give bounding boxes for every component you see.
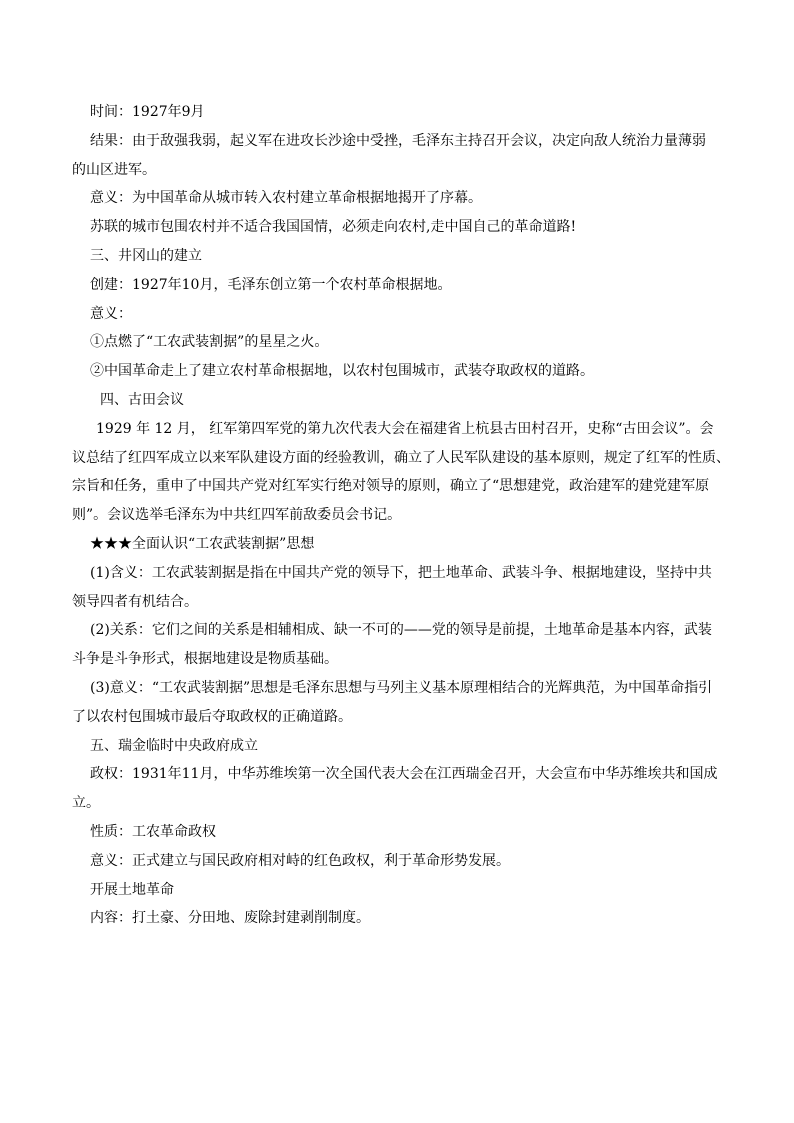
text-line: 1929 年 12 月， 红军第四军党的第九次代表大会在福建省上杭县古田村召开，史称“古田会议”。会 (96, 420, 714, 437)
text-line: 时间：1927年9月 (90, 104, 205, 120)
text-line: 宗旨和任务，重申了中国共产党对红军实行绝对领导的原则，确立了“思想建党，政治建军的建党建军原 (72, 478, 710, 495)
text-line: 斗争是斗争形式，根据地建设是物质基础。 (72, 651, 338, 668)
section-heading: 三、井冈山的建立 (90, 247, 202, 264)
text-line: 创建：1927年10月，毛泽东创立第一个农村革命根据地。 (90, 276, 452, 293)
text-line: 意义：正式建立与国民政府相对峙的红色政权，利于革命形势发展。 (90, 852, 510, 869)
text-line: (3)意义：“工农武装割据”思想是毛泽东思想与马列主义基本原理相结合的光辉典范，为中国革命指引 (90, 679, 713, 696)
text-line: 意义：为中国革命从城市转入农村建立革命根据地揭开了序幕。 (90, 190, 482, 207)
section-heading: 五、瑞金临时中央政府成立 (90, 737, 258, 754)
text-line: (1)含义：工农武装割据是指在中国共产党的领导下，把土地革命、武装斗争、根据地建设，坚持中共 (90, 564, 712, 581)
text-line: 苏联的城市包围农村并不适合我国国情，必须走向农村,走中国自己的革命道路! (90, 219, 577, 236)
text-line: 内容：打土豪、分田地、废除封建剥削制度。 (90, 910, 370, 927)
text-line: 结果：由于敌强我弱，起义军在进攻长沙途中受挫，毛泽东主持召开会议，决定向敌人统治力量薄弱 (90, 132, 706, 149)
section-heading: 四、古田会议 (100, 391, 184, 408)
text-line: 立。 (72, 795, 100, 812)
text-line: 的山区进军。 (72, 161, 156, 178)
text-line: 了以农村包围城市最后夺取政权的正确道路。 (72, 708, 352, 725)
text-line: 意义： (90, 305, 132, 322)
text-line: 政权：1931年11月，中华苏维埃第一次全国代表大会在江西瑞金召开，大会宣布中华苏维埃共和国成 (90, 766, 718, 783)
document-body (72, 98, 732, 933)
text-line: ①点燃了“工农武装割据”的星星之火。 (90, 334, 329, 351)
text-line: 则”。会议选举毛泽东为中共红四军前敌委员会书记。 (72, 507, 402, 524)
text-line: (2)关系：它们之间的关系是相辅相成、缺一不可的——党的领导是前提，土地革命是基本内容，武装 (90, 622, 712, 639)
section-heading: ★★★全面认识“工农武装割据”思想 (90, 535, 315, 552)
text-line: 领导四者有机结合。 (72, 593, 198, 610)
text-line: 性质：工农革命政权 (90, 823, 216, 840)
text-line: 议总结了红四军成立以来军队建设方面的经验教训，确立了人民军队建设的基本原则，规定了红军的性质、 (72, 449, 730, 466)
text-line: ②中国革命走上了建立农村革命根据地，以农村包围城市，武装夺取政权的道路。 (90, 363, 594, 380)
section-heading: 开展土地革命 (90, 881, 174, 898)
